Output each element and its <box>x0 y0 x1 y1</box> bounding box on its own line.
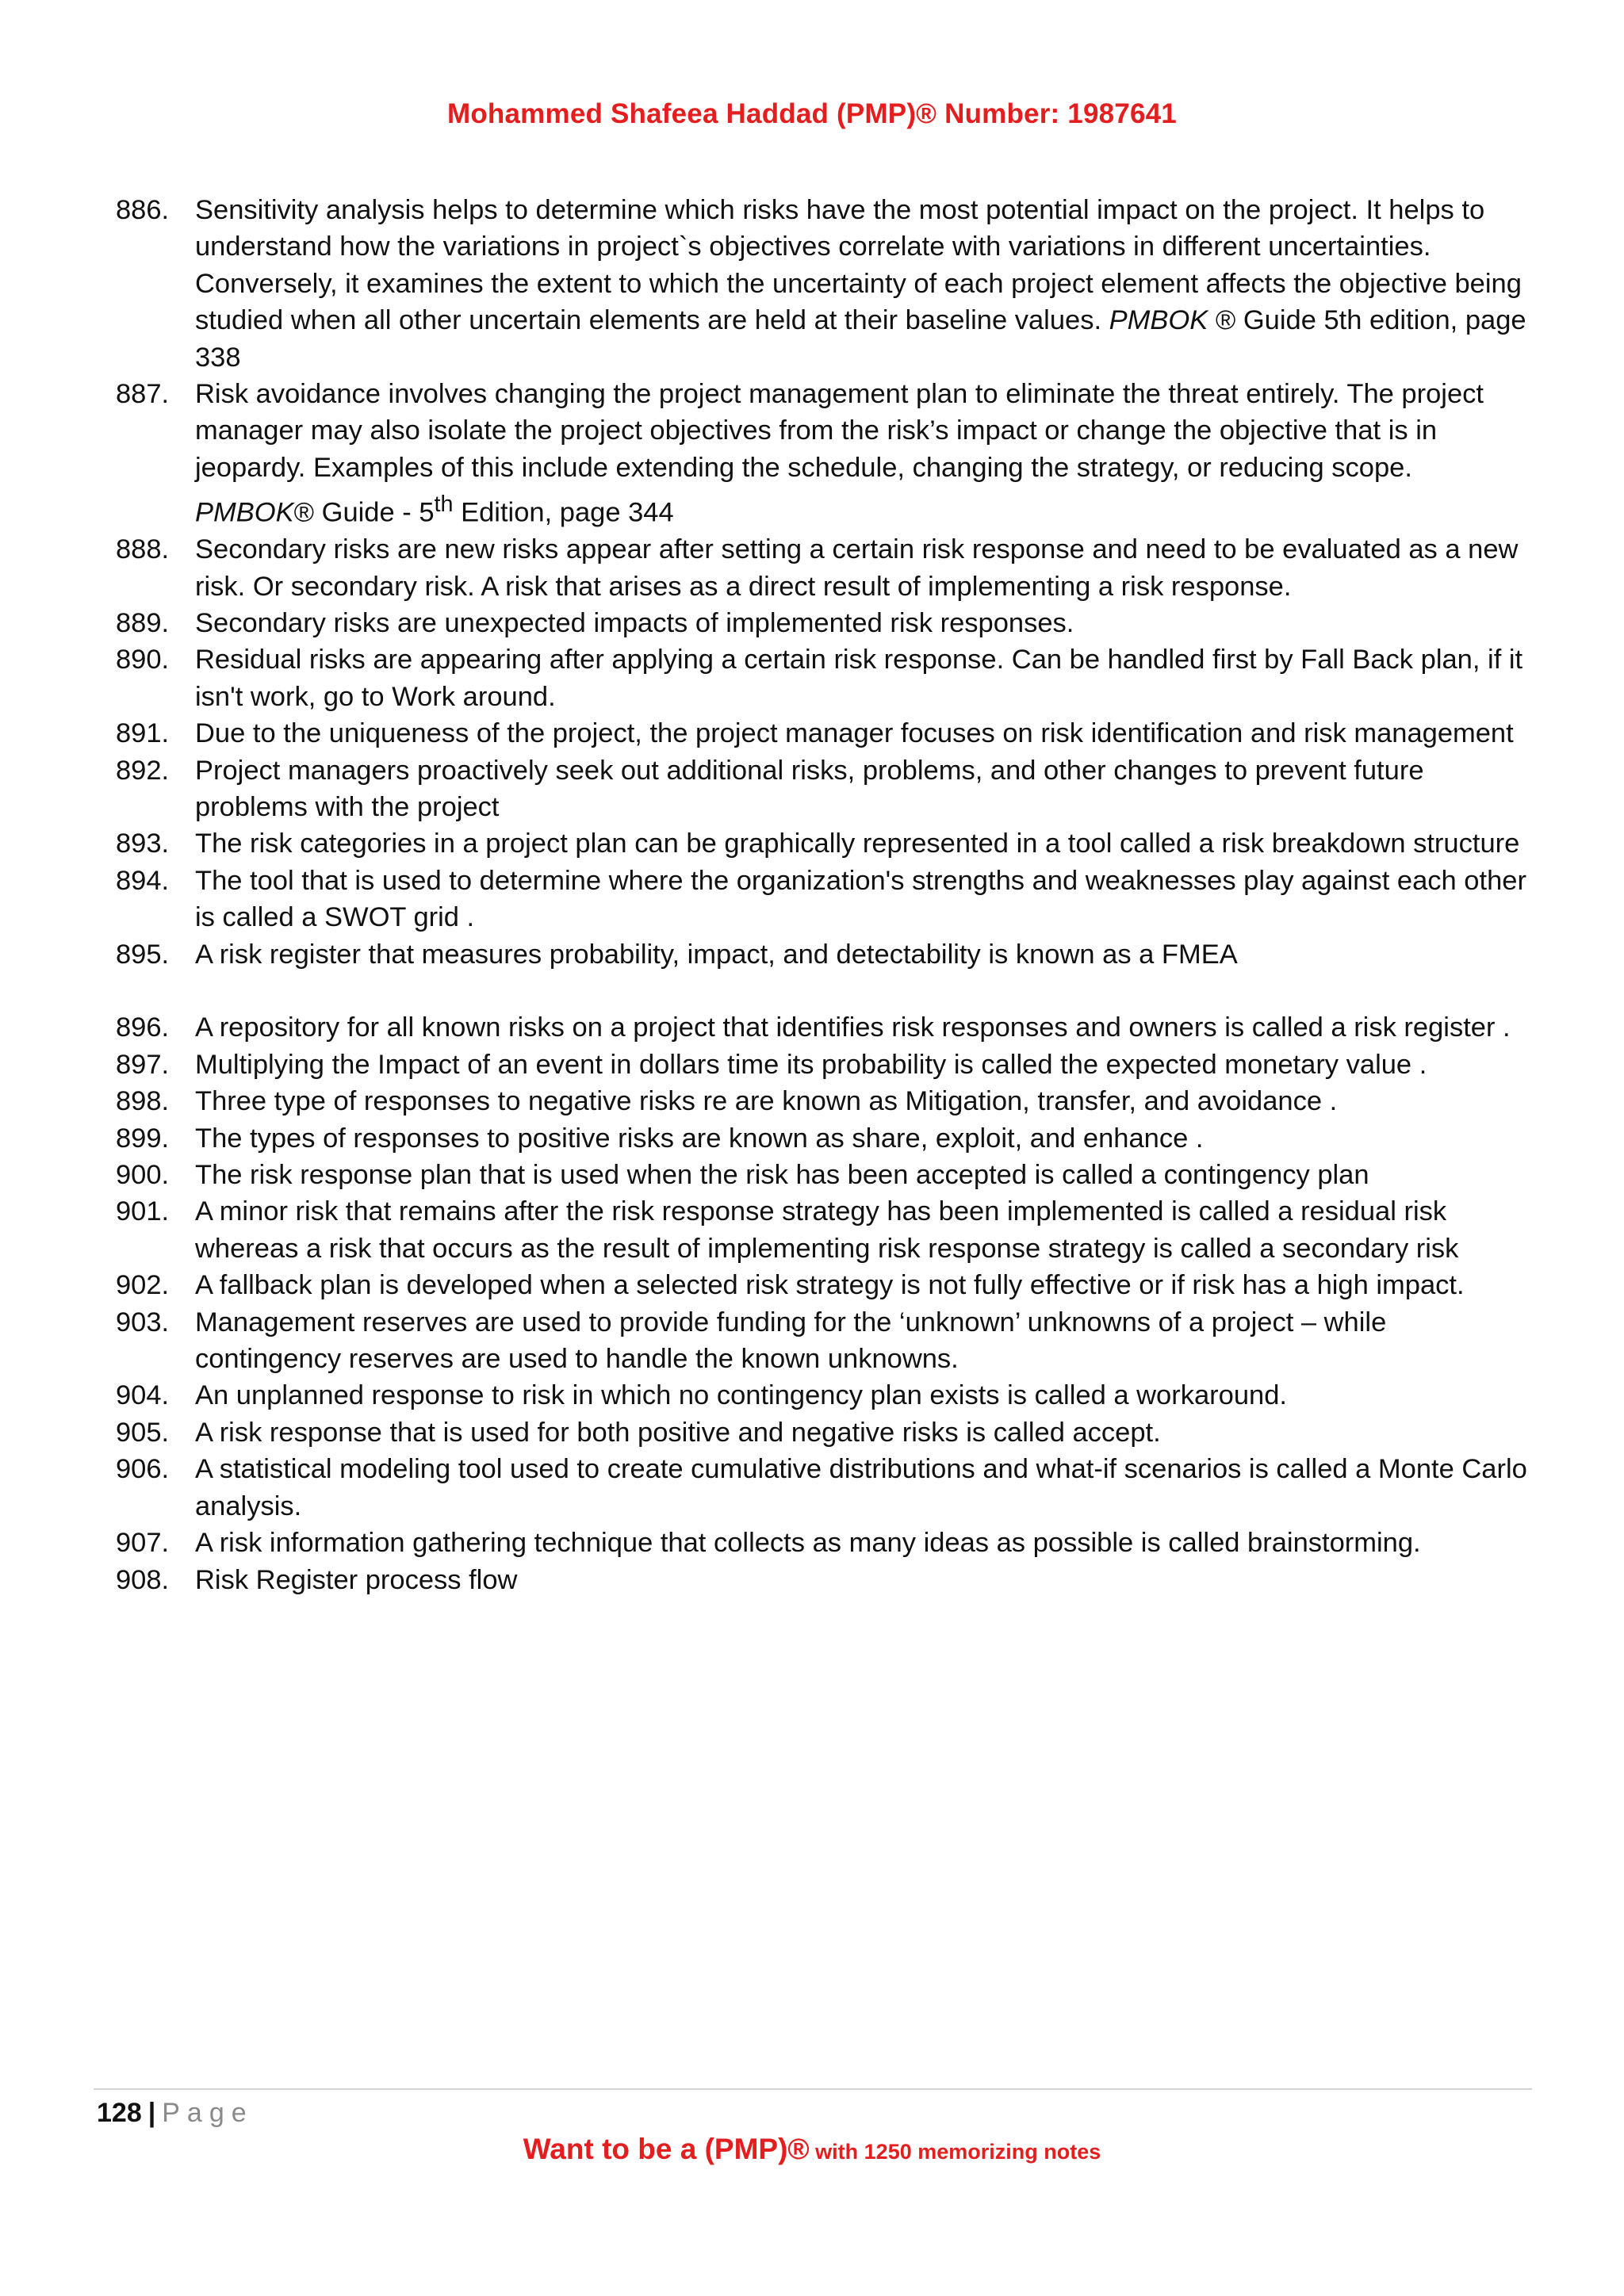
note-text: The risk categories in a project plan can be graphically represented in a tool called a risk breakdown structure <box>195 828 1520 859</box>
note-number: 896. <box>116 1012 170 1043</box>
note-number: 887. <box>116 379 170 410</box>
note-item-907 <box>116 1525 1527 1561</box>
note-text: An unplanned response to risk in which no contingency plan exists is called a workaround. <box>195 1380 1287 1411</box>
note-number: 886. <box>116 195 170 225</box>
note-text: A minor risk that remains after the risk response strategy has been implemented is called a residual risk whereas a risk that occurs as the result of implementing risk response strategy is called a secondary risk <box>195 1196 1459 1264</box>
note-item-896 <box>116 1009 1527 1046</box>
page-header-title: Mohammed Shafeea Haddad (PMP)® Number: 1987641 <box>447 98 1177 129</box>
page-number-block <box>97 2095 254 2131</box>
note-item-887 <box>116 376 1527 531</box>
note-text: Secondary risks are new risks appear after setting a certain risk response and need to be evaluated as a new risk. Or secondary risk. A risk that arises as a direct result of implementing a risk response. <box>195 534 1519 602</box>
note-number: 889. <box>116 607 170 638</box>
note-reference-italic: PMBOK <box>1109 305 1208 336</box>
note-item-906 <box>116 1451 1527 1525</box>
note-item-900 <box>116 1157 1527 1193</box>
note-number: 903. <box>116 1307 170 1337</box>
note-text: Due to the uniqueness of the project, the project manager focuses on risk identification and risk management <box>195 718 1514 749</box>
note-number: 904. <box>116 1380 170 1411</box>
note-number: 902. <box>116 1270 170 1301</box>
note-item-894 <box>116 863 1527 936</box>
note-reference: ® Guide - 5 <box>293 497 435 528</box>
note-text: Risk Register process flow <box>195 1564 518 1595</box>
note-number: 901. <box>116 1196 170 1227</box>
note-item-903 <box>116 1304 1527 1378</box>
note-number: 900. <box>116 1160 170 1191</box>
note-reference: ® Guide 5th edition, page 338 <box>195 305 1526 373</box>
note-text: Sensitivity analysis helps to determine which risks have the most potential impact on the project. It helps to understand how the variations in project`s objectives correlate with variations in different uncertainties. Conversely, it examines the extent to which the uncertainty of each project element affects the objective being studied when all other uncertain elements are held at their baseline values. <box>195 195 1522 336</box>
footer-tagline-main: Want to be a (PMP)® <box>523 2133 810 2165</box>
note-item-899 <box>116 1120 1527 1157</box>
note-number: 897. <box>116 1049 170 1080</box>
note-text: The tool that is used to determine where the organization's strengths and weaknesses play against each other is called a SWOT grid . <box>195 865 1526 933</box>
note-number: 893. <box>116 828 170 859</box>
page-number: 128 <box>97 2098 142 2128</box>
note-number: 899. <box>116 1123 170 1154</box>
note-text: Multiplying the Impact of an event in dollars time its probability is called the expected monetary value . <box>195 1049 1427 1080</box>
note-reference: Edition, page 344 <box>453 497 674 528</box>
note-number: 890. <box>116 645 170 675</box>
footer-divider <box>94 2088 1532 2090</box>
note-item-891 <box>116 715 1527 752</box>
note-item-889 <box>116 605 1527 641</box>
page-label: Page <box>162 2098 254 2128</box>
note-text: The risk response plan that is used when the risk has been accepted is called a contingency plan <box>195 1160 1369 1191</box>
note-number: 898. <box>116 1086 170 1117</box>
note-text: A fallback plan is developed when a selected risk strategy is not fully effective or if risk has a high impact. <box>195 1270 1465 1301</box>
note-item-898 <box>116 1083 1527 1119</box>
note-item-905 <box>116 1414 1527 1451</box>
note-item-904 <box>116 1377 1527 1414</box>
note-number: 906. <box>116 1454 170 1485</box>
note-item-888 <box>116 531 1527 605</box>
note-text: Project managers proactively seek out additional risks, problems, and other changes to prevent future problems with the project <box>195 755 1424 822</box>
page-separator: | <box>147 2098 156 2128</box>
note-item-901 <box>116 1193 1527 1267</box>
note-text: A repository for all known risks on a project that identifies risk responses and owners is called a risk register . <box>195 1012 1511 1043</box>
note-reference-italic: PMBOK <box>195 497 294 528</box>
note-text: A statistical modeling tool used to create cumulative distributions and what-if scenarios is called a Monte Carlo analysis. <box>195 1454 1527 1521</box>
note-number: 895. <box>116 939 170 970</box>
footer-tagline <box>0 2133 1624 2166</box>
footer-tagline-small: with 1250 memorizing notes <box>809 2140 1101 2164</box>
note-text: Secondary risks are unexpected impacts of implemented risk responses. <box>195 607 1074 638</box>
note-item-908 <box>116 1562 1527 1598</box>
note-text: The types of responses to positive risks are known as share, exploit, and enhance . <box>195 1123 1204 1154</box>
note-item-893 <box>116 825 1527 862</box>
note-item-895 <box>116 936 1527 973</box>
note-text: A risk register that measures probability, impact, and detectability is known as a FMEA <box>195 939 1238 970</box>
note-item-902 <box>116 1267 1527 1303</box>
note-item-886 <box>116 192 1527 376</box>
note-text: A risk information gathering technique that collects as many ideas as possible is called brainstorming. <box>195 1528 1421 1559</box>
note-item-892 <box>116 752 1527 826</box>
note-number: 905. <box>116 1417 170 1448</box>
note-number: 908. <box>116 1564 170 1595</box>
note-number: 891. <box>116 718 170 749</box>
note-number: 894. <box>116 865 170 896</box>
note-number: 888. <box>116 534 170 565</box>
note-reference-superscript: th <box>434 492 454 518</box>
memorizing-notes-list <box>116 192 1527 1598</box>
note-text: Management reserves are used to provide funding for the ‘unknown’ unknowns of a project – while contingency reserves are used to handle the known unknowns. <box>195 1307 1387 1375</box>
note-text: Residual risks are appearing after applying a certain risk response. Can be handled first by Fall Back plan, if it isn't work, go to Work around. <box>195 645 1523 712</box>
note-number: 907. <box>116 1528 170 1559</box>
note-text: A risk response that is used for both positive and negative risks is called accept. <box>195 1417 1161 1448</box>
note-text: Three type of responses to negative risks re are known as Mitigation, transfer, and avoidance . <box>195 1086 1338 1117</box>
note-text: Risk avoidance involves changing the project management plan to eliminate the threat entirely. The project manager may also isolate the project objectives from the risk’s impact or change the objective that is in jeopardy. Examples of this include extending the schedule, changing the strategy, or reducing scope. <box>195 379 1484 483</box>
note-number: 892. <box>116 755 170 786</box>
note-item-890 <box>116 641 1527 715</box>
note-item-897 <box>116 1047 1527 1083</box>
